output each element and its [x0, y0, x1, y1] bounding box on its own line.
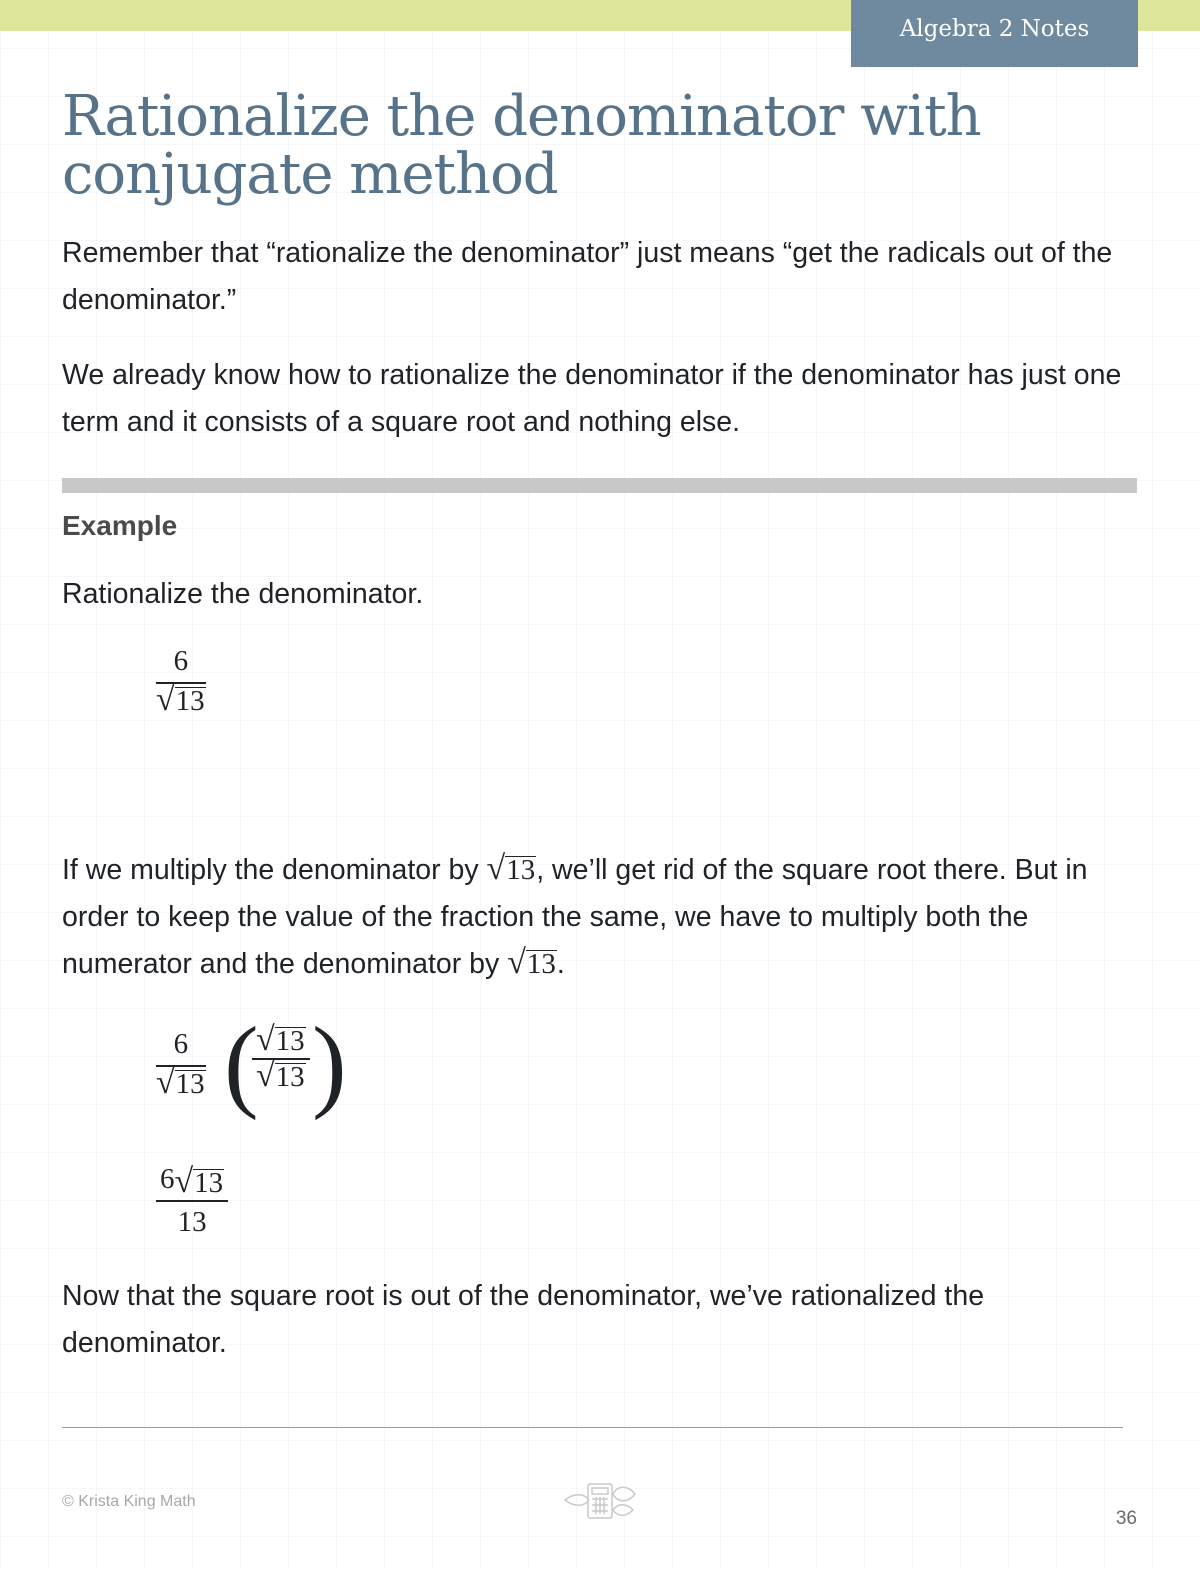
fraction-denominator [256, 1057, 306, 1094]
fraction-numerator: 6 [173, 1028, 189, 1060]
example-heading: Example [62, 510, 178, 541]
fraction-numerator: 6 [173, 645, 189, 677]
explanation-text-2: , we’ll get rid of the square root there. But in order to keep the value of the fraction the same, we have to multiply both the numerator and the denominator by [62, 854, 1088, 980]
radical-sign-icon: √ [174, 1163, 194, 1200]
radicand: 13 [526, 948, 556, 980]
fraction-denominator [156, 1064, 206, 1101]
header-tab: Algebra 2 Notes [851, 0, 1138, 67]
radical-sign-icon: √ [256, 1021, 275, 1058]
fraction-denominator: 13 [177, 1206, 207, 1238]
right-parenthesis: ) [312, 1006, 347, 1121]
radicand: 13 [194, 1167, 224, 1199]
fraction-root13-over-root13 [252, 1021, 310, 1094]
explanation-text-1: If we multiply the denominator by [62, 854, 479, 886]
example-prompt: Rationalize the denominator. [62, 578, 424, 610]
explanation-text-3: . [556, 948, 565, 980]
radical-sign-icon: √ [507, 944, 526, 981]
intro-paragraph-1: Remember that “rationalize the denominator” just means “get the radicals out of the denominator.” [62, 237, 1113, 316]
left-parenthesis: ( [224, 1006, 259, 1121]
radicand: 13 [275, 1061, 305, 1093]
radicand: 13 [175, 685, 205, 717]
conclusion-paragraph: Now that the square root is out of the denominator, we’ve rationalized the denominator. [62, 1280, 985, 1359]
page-title: Rationalize the denominator with conjugate method [62, 84, 981, 207]
radical-sign-icon: √ [486, 850, 506, 887]
inline-square-root [507, 944, 557, 981]
square-root [256, 1021, 306, 1058]
radical-sign-icon: √ [256, 1057, 275, 1094]
inline-square-root [486, 850, 537, 887]
fraction-numerator [156, 1163, 228, 1200]
coefficient: 6 [160, 1163, 175, 1195]
calculator-logo-icon [563, 1480, 637, 1527]
explanation-paragraph [62, 847, 1142, 988]
fraction-6-over-root13 [156, 1028, 206, 1101]
fraction-denominator [156, 681, 206, 718]
square-root [174, 1163, 225, 1200]
radicand: 13 [175, 1068, 205, 1100]
fraction-6root13-over-13 [156, 1163, 228, 1239]
radical-sign-icon: √ [156, 1064, 175, 1101]
square-root [156, 1064, 206, 1101]
intro-paragraph-2: We already know how to rationalize the denominator if the denominator has just one term and it consists of a square root and nothing else. [62, 359, 1122, 438]
radicand: 13 [275, 1025, 305, 1057]
square-root [156, 681, 206, 718]
page-number: 36 [1115, 1508, 1137, 1529]
radicand: 13 [506, 854, 536, 886]
fraction-numerator [252, 1021, 310, 1058]
fraction-6-over-root13 [156, 645, 206, 718]
square-root [256, 1057, 306, 1094]
footer-divider [62, 1427, 1123, 1428]
radical-sign-icon: √ [156, 681, 175, 718]
section-divider [62, 478, 1137, 493]
footer-copyright: © Krista King Math [62, 1493, 196, 1510]
